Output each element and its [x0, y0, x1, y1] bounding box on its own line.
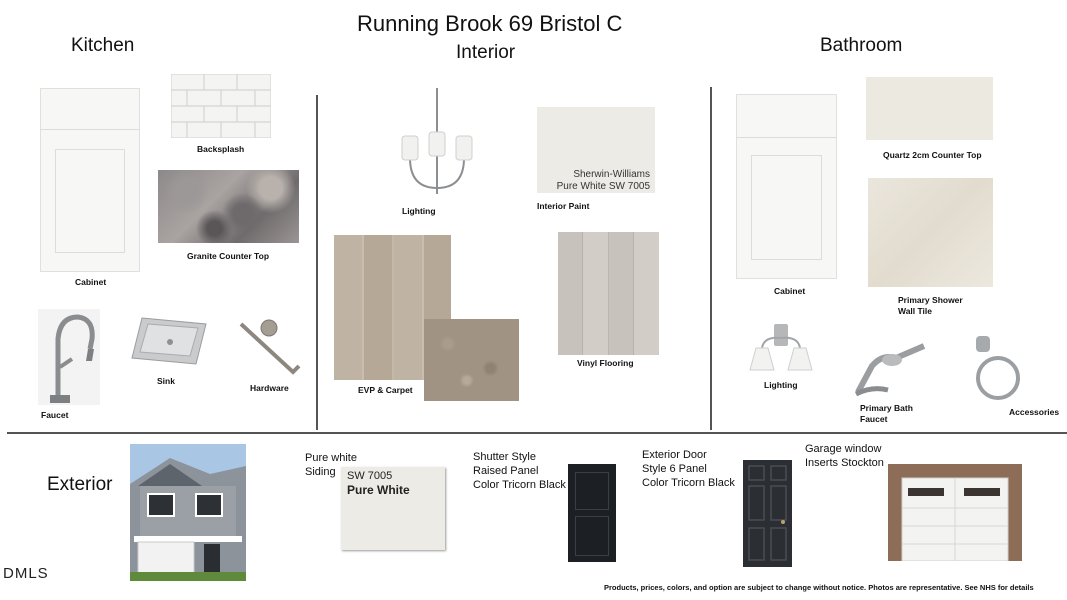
shower-tile-image: [868, 178, 993, 287]
shower-tile-label-2: Wall Tile: [898, 306, 933, 316]
door-label-3: Color Tricorn Black: [642, 477, 735, 489]
door-label-2: Style 6 Panel: [642, 463, 707, 475]
door-label-1: Exterior Door: [642, 449, 707, 461]
interior-lighting-image: [398, 88, 476, 200]
hardware-image: [237, 314, 305, 380]
divider-exterior: [7, 432, 1067, 434]
shutter-image: [568, 464, 616, 562]
bath-cabinet-image: [736, 94, 837, 279]
divider-interior-bathroom: [710, 87, 712, 430]
backsplash-image: [171, 74, 271, 138]
bathroom-heading: Bathroom: [820, 35, 903, 56]
bath-faucet-image: [852, 336, 928, 398]
door-image: [743, 460, 792, 567]
carpet-swatch-image: [424, 319, 519, 401]
garage-label-2: Inserts Stockton: [805, 457, 884, 469]
siding-swatch-code: SW 7005: [347, 470, 393, 482]
garage-label-1: Garage window: [805, 443, 882, 455]
kitchen-cabinet-label: Cabinet: [75, 277, 107, 287]
bath-lighting-label: Lighting: [764, 380, 798, 390]
siding-swatch-name: Pure White: [347, 483, 410, 497]
bath-lighting-image: [746, 320, 816, 376]
house-photo: [130, 444, 246, 581]
accessories-label: Accessories: [1009, 407, 1060, 417]
exterior-heading: Exterior: [47, 474, 113, 495]
interior-lighting-label: Lighting: [402, 206, 436, 216]
kitchen-heading: Kitchen: [71, 35, 135, 56]
bath-faucet-label-1: Primary Bath: [860, 403, 913, 413]
vinyl-flooring-image: [558, 232, 659, 355]
evp-carpet-label: EVP & Carpet: [358, 385, 413, 395]
interior-heading: Interior: [456, 42, 516, 63]
kitchen-cabinet-image: [40, 88, 140, 272]
bath-cabinet-label: Cabinet: [774, 286, 806, 296]
garage-door-image: [888, 464, 1022, 561]
hardware-label: Hardware: [250, 383, 289, 393]
shutter-label-2: Raised Panel: [473, 465, 539, 477]
sink-label: Sink: [157, 376, 175, 386]
divider-kitchen-interior: [316, 95, 318, 430]
siding-label-1: Pure white: [305, 452, 357, 464]
disclaimer-text: Products, prices, colors, and option are subject to change without notice. Photos are representative. See NHS for details: [604, 583, 1034, 592]
paint-name-text: Pure White SW 7005: [556, 181, 650, 192]
interior-paint-swatch: [537, 107, 655, 193]
shutter-label-3: Color Tricorn Black: [473, 479, 566, 491]
kitchen-faucet-image: [38, 309, 100, 405]
towel-ring-image: [970, 332, 1022, 412]
shutter-label-1: Shutter Style: [473, 451, 536, 463]
granite-countertop-image: [158, 170, 299, 243]
siding-swatch: [341, 467, 445, 550]
kitchen-faucet-label: Faucet: [41, 410, 69, 420]
backsplash-label: Backsplash: [197, 144, 245, 154]
paint-brand-text: Sherwin-Williams: [573, 169, 650, 180]
quartz-countertop-image: [866, 77, 993, 140]
bath-faucet-label-2: Faucet: [860, 414, 888, 424]
dmls-logo: DMLS: [3, 565, 49, 582]
quartz-countertop-label: Quartz 2cm Counter Top: [883, 150, 982, 160]
shower-tile-label-1: Primary Shower: [898, 295, 963, 305]
page-title: Running Brook 69 Bristol C: [357, 11, 623, 36]
sink-image: [130, 314, 208, 368]
vinyl-flooring-label: Vinyl Flooring: [577, 358, 634, 368]
interior-paint-label: Interior Paint: [537, 201, 590, 211]
siding-label-2: Siding: [305, 466, 336, 478]
granite-countertop-label: Granite Counter Top: [187, 251, 270, 261]
